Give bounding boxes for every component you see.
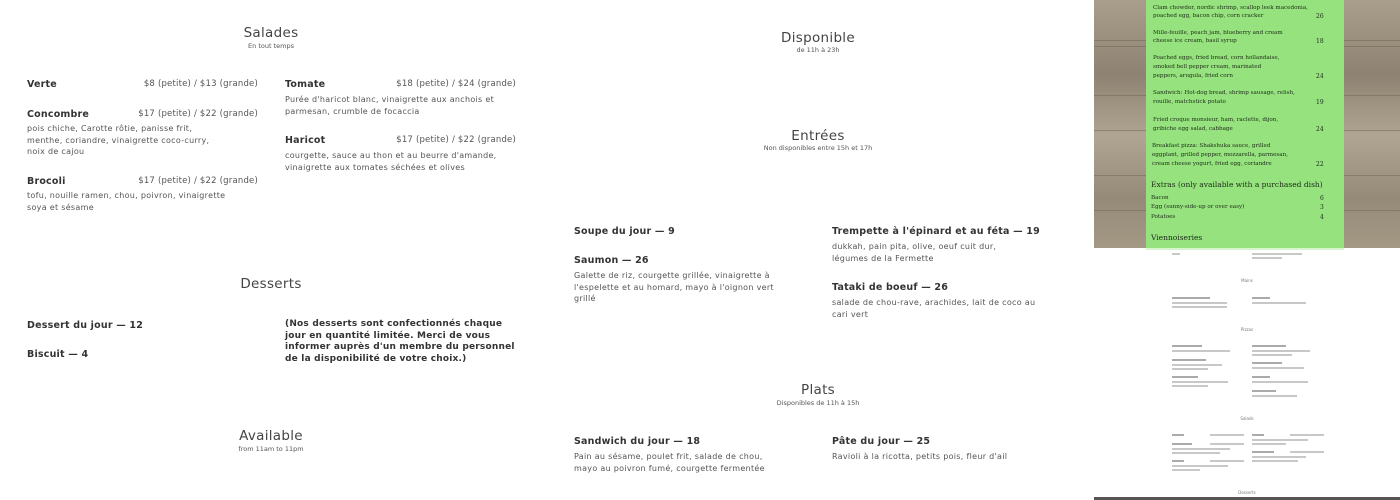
photo-menu-price: 24 (1316, 73, 1324, 80)
menu-item-name: Biscuit — 4 (27, 349, 89, 360)
photo-menu-line: Clam chowder, nordic shrimp, scallop leek macedonia, (1153, 5, 1308, 11)
menu-item-desc: pois chiche, Carotte rôtie, panisse frit, menthe, coriandre, vinaigrette coco-curry, noix de cajou (27, 124, 210, 156)
photo-extra-price: 4 (1320, 214, 1324, 221)
desserts-note: (Nos desserts sont confectionnés chaque jour en quantité limitée. Merci de vous informer auprès d'un membre du personnel de la disponibilité de votre choix.) (285, 319, 515, 364)
menu-item-desc: dukkah, pain pita, olive, oeuf cuit dur, légumes de la Fermette (832, 242, 997, 263)
menu-item-desc: salade de chou-rave, arachides, lait de coco au cari vert (832, 298, 1036, 319)
thumbnail-heading: Mains (1241, 278, 1253, 283)
green-paper-menu (1146, 0, 1344, 248)
menu-item-name: Concombre (27, 109, 90, 120)
menu-item-desc: Pain au sésame, poulet frit, salade de chou, mayo au poivron fumé, courgette fermentée (574, 452, 765, 473)
section-title-entrees: Entrées (791, 128, 845, 144)
section-subtitle-entrees: Non disponibles entre 15h et 17h (763, 144, 873, 152)
photo-menu-line: rouille, matchstick potato (1153, 99, 1226, 105)
section-subtitle-disponible: de 11h à 23h (796, 46, 840, 54)
menu-item-desc: Ravioli à la ricotta, petits pois, fleur d'ail (832, 452, 1008, 461)
photo-section-title: Viennoiseries (1151, 233, 1203, 242)
menu-item-name: Haricot (285, 135, 326, 146)
section-title-plats: Plats (801, 382, 835, 398)
photo-menu-line: Mille-feuille, peach jam, blueberry and cream (1153, 30, 1283, 36)
menu-item-name: Verte (27, 79, 57, 90)
menu-item-name: Trempette à l'épinard et au féta — 19 (832, 226, 1040, 237)
menu-item-name: Soupe du jour — 9 (574, 226, 675, 237)
menu-item-name: Tomate (285, 79, 326, 90)
photo-menu-line: Poached eggs, fried bread, corn hollandaise, (1153, 55, 1280, 61)
photo-menu-line: Breakfast pizza: Shakshuka sauce, grilled (1152, 143, 1271, 149)
menu-item-desc: Galette de riz, courgette grillée, vinaigrette à l'espelette et au homard, mayo à l'oignon vert grillé (574, 271, 774, 303)
section-title-salades: Salades (243, 25, 299, 41)
photo-menu-price: 26 (1316, 13, 1324, 20)
section-title-available: Available (239, 428, 303, 444)
section-subtitle-available: from 11am to 11pm (238, 445, 304, 453)
photo-extra-price: 3 (1320, 204, 1324, 211)
menu-item-name: Pâte du jour — 25 (832, 436, 931, 447)
photo-extras-title: Extras (only available with a purchased dish) (1151, 180, 1323, 189)
menu-item-desc: tofu, nouille ramen, chou, poivron, vinaigrette soya et sésame (27, 191, 226, 212)
photo-menu-line: smoked bell pepper cream, marinated (1153, 64, 1262, 70)
photo-extra-name: Potatoes (1151, 214, 1176, 220)
menu-item-price: $17 (petite) / $22 (grande) (396, 135, 516, 145)
photo-menu-line: cream cheese yogurt, fried egg, coriandre (1152, 161, 1272, 167)
section-subtitle-salades: En tout temps (248, 42, 294, 50)
photo-menu-line: Fried croque monsieur, ham, raclette, dijon, (1153, 117, 1279, 123)
thumbnail-heading: Desserts (1238, 490, 1256, 495)
section-subtitle-plats: Disponibles de 11h à 15h (776, 399, 860, 407)
thumbnail-heading: Salads (1240, 416, 1254, 421)
photo-menu-price: 18 (1316, 38, 1324, 45)
menu-item-name: Tataki de boeuf — 26 (832, 282, 949, 293)
section-title-disponible: Disponible (781, 30, 855, 46)
menu-item-price: $17 (petite) / $22 (grande) (138, 109, 258, 119)
menu-item-desc: courgette, sauce au thon et au beurre d'amande, vinaigrette aux tomates séchées et olives (285, 151, 497, 172)
photo-extra-name: Bacon (1151, 195, 1169, 201)
menu-item-name: Brocoli (27, 176, 66, 187)
photo-menu-price: 22 (1316, 161, 1324, 168)
menu-item-name: Saumon — 26 (574, 255, 649, 266)
photo-menu-line: eggplant, grilled pepper, mozzarella, parmesan, (1152, 152, 1288, 158)
photo-extra-price: 6 (1320, 195, 1324, 202)
photo-menu-line: poached egg, bacon chip, corn cracker (1153, 13, 1264, 19)
menu-item-name: Sandwich du jour — 18 (574, 436, 701, 447)
menu-photo (1094, 0, 1400, 248)
photo-menu-line: Sandwich: Hot-dog bread, shrimp sausage, relish, (1153, 90, 1295, 96)
photo-menu-line: peppers, arugula, fried corn (1153, 73, 1233, 79)
menu-item-name: Dessert du jour — 12 (27, 320, 144, 331)
photo-menu-price: 24 (1316, 126, 1324, 133)
photo-menu-line: cheese ice cream, basil syrup (1153, 38, 1237, 44)
photo-extra-name: Egg (sunny-side-up or over easy) (1151, 204, 1245, 210)
menu-item-price: $8 (petite) / $13 (grande) (143, 79, 258, 89)
photo-menu-line: gribiche egg salad, cabbage (1153, 126, 1233, 132)
photo-menu-price: 19 (1316, 99, 1324, 106)
menu-item-price: $18 (petite) / $24 (grande) (396, 79, 516, 89)
thumbnail-heading: Pizzas (1240, 327, 1254, 332)
menu-item-price: $17 (petite) / $22 (grande) (138, 176, 258, 186)
section-title-desserts: Desserts (240, 276, 302, 292)
menu-item-desc: Purée d'haricot blanc, vinaigrette aux anchois et parmesan, crumble de focaccia (285, 95, 495, 116)
menu-thumbnail (1094, 248, 1400, 500)
